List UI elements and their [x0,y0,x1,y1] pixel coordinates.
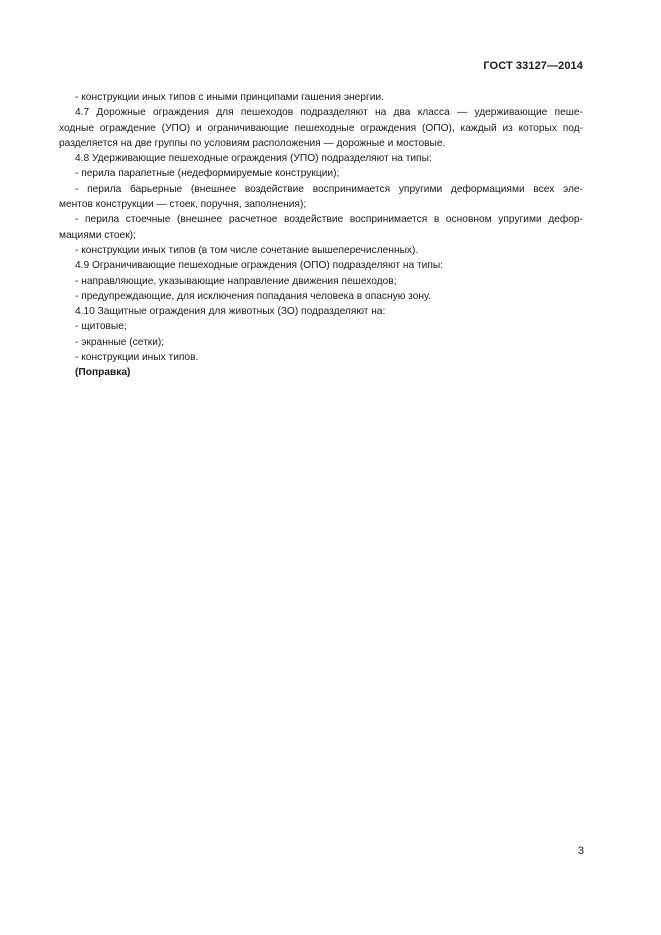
text-line: разделяется на две группы по условиям расположения — дорожные и мостовые. [59,137,446,149]
text-line: ментов конструкции — стоек, поручня, заполнения); [59,199,307,211]
text-line: - щитовые; [75,321,127,333]
page-number: 3 [577,845,584,857]
text-line: - направляющие, указывающие направление движения пешеходов; [75,275,397,287]
standard-header: ГОСТ 33127—2014 [483,60,583,72]
text-line: - предупреждающие, для исключения попадания человека в опасную зону. [75,290,431,302]
text-line: - перила барьерные (внешнее воздействие воспринимается упругими деформациями всех эле- [75,183,583,195]
text-line: - перила парапетные (недеформируемые конструкции); [75,168,340,180]
text-line: - конструкции иных типов с иными принципами гашения энергии. [75,92,384,103]
text-line: мациями стоек); [59,229,136,241]
text-line: - конструкции иных типов. [75,352,199,364]
text-line: - экранные (сетки); [75,336,165,348]
text-line: - конструкции иных типов (в том числе сочетание вышеперечисленных). [75,244,419,256]
text-line: 4.7 Дорожные ограждения для пешеходов подразделяют на два класса — удерживающие пеше- [75,107,583,119]
text-line: - перила стоечные (внешнее расчетное воздействие воспринимается в основном упругими дефор- [75,214,583,226]
text-line: 4.9 Ограничивающие пешеходные ограждения (ОПО) подразделяют на типы: [75,260,444,272]
text-line: 4.8 Удерживающие пешеходные ограждения (УПО) подразделяют на типы: [75,153,432,165]
text-line: ходные ограждение (УПО) и ограничивающие пешеходные ограждения (ОПО), каждый из которых под- [59,122,583,134]
text-line: 4.10 Защитные ограждения для животных (ЗО) подразделяют на: [75,306,386,318]
text-line: (Поправка) [75,367,131,379]
document-body [59,90,583,381]
